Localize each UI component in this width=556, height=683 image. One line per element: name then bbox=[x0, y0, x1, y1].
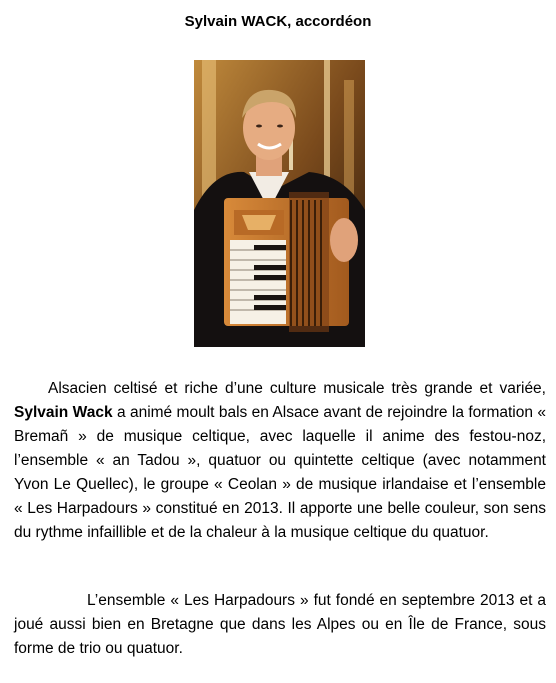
biography-text-start: Alsacien celtisé et riche d’une culture musicale très grande et variée, bbox=[48, 380, 546, 397]
biography-paragraph bbox=[14, 377, 546, 545]
biography-text-end: a animé moult bals en Alsace avant de rejoindre la formation « Bremañ » de musique celtique, avec laquelle il anime des festou-noz, l’ensemble « an Tadou », quatuor ou quintette celtique (avec notamment Yvon Le Quellec), le groupe « Ceolan » de musique irlandaise et l’ensemble « Les Harpadours » constitué en 2013. Il apporte une belle couleur, son sens du rythme infaillible et de la chaleur à la musique celtique du quatuor. bbox=[14, 404, 546, 541]
ensemble-paragraph: L’ensemble « Les Harpadours » fut fondé en septembre 2013 et a joué aussi bien en Bretagne que dans les Alpes ou en Île de France, sous forme de trio ou quatuor. bbox=[14, 592, 546, 657]
musician-name: Sylvain Wack bbox=[14, 404, 113, 421]
accordion-player-photo bbox=[194, 60, 365, 347]
page-title: Sylvain WACK, accordéon bbox=[184, 13, 372, 30]
